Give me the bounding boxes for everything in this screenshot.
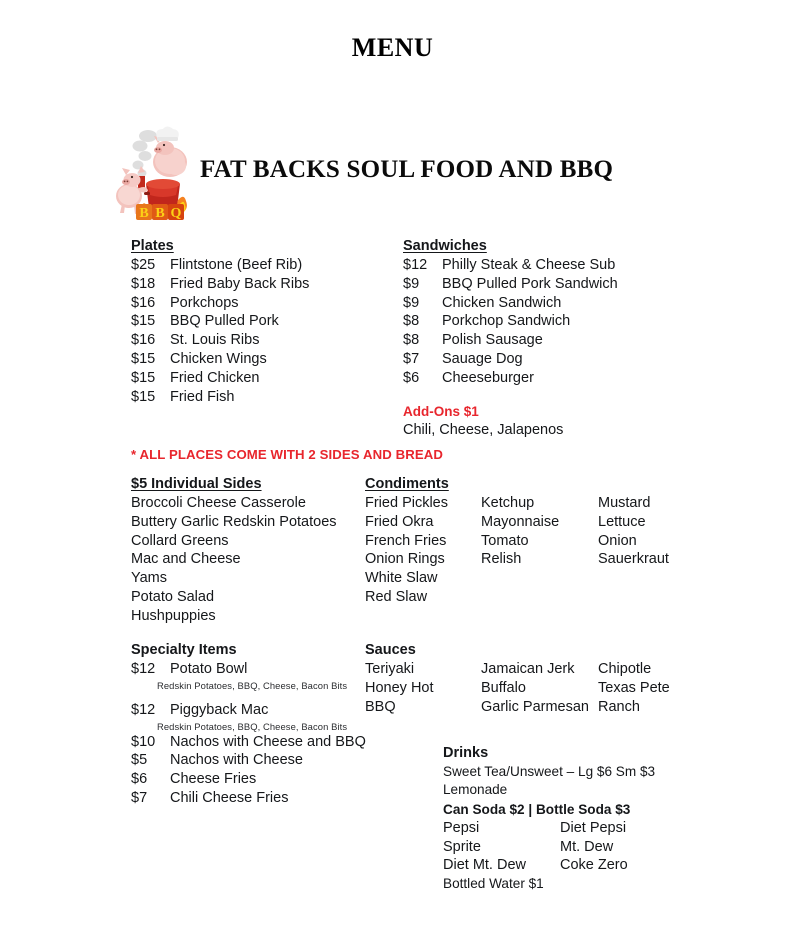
restaurant-name: FAT BACKS SOUL FOOD AND BBQ xyxy=(200,156,614,183)
item-name: Nachos with Cheese xyxy=(170,752,303,769)
list-item xyxy=(131,256,381,275)
item-price: $7 xyxy=(403,350,420,367)
list-item xyxy=(131,275,381,294)
sauces-section xyxy=(365,642,685,716)
list-item: Mac and Cheese xyxy=(131,551,241,568)
list-item xyxy=(131,312,381,331)
list-item: Ranch xyxy=(598,698,640,715)
list-item xyxy=(131,701,381,720)
svg-text:B: B xyxy=(139,206,149,221)
soda-pricing-heading: Can Soda $2 | Bottle Soda $3 xyxy=(443,801,631,817)
list-item xyxy=(131,388,381,407)
item-price: $9 xyxy=(403,294,420,311)
list-item: Mayonnaise xyxy=(481,513,560,530)
item-price: $15 xyxy=(131,350,156,367)
sandwiches-heading: Sandwiches xyxy=(403,238,487,254)
list-item xyxy=(131,733,381,752)
item-name: Potato Bowl xyxy=(170,661,248,677)
item-price: $7 xyxy=(131,789,148,806)
svg-text:B: B xyxy=(155,206,165,221)
item-name: Philly Steak & Cheese Sub xyxy=(442,257,616,273)
list-item xyxy=(131,369,381,388)
item-name: Nachos with Cheese and BBQ xyxy=(170,733,366,750)
drinks-heading: Drinks xyxy=(443,745,489,761)
item-name: Fried Baby Back Ribs xyxy=(170,275,310,292)
condiments-heading: Condiments xyxy=(365,476,449,492)
item-price: $15 xyxy=(131,369,156,386)
lemonade-line: Lemonade xyxy=(443,782,508,798)
list-item xyxy=(403,369,683,388)
list-item: Mustard xyxy=(598,495,651,511)
item-name: Piggyback Mac xyxy=(170,701,269,718)
sauces-column-2 xyxy=(481,660,598,716)
bottled-water-line: Bottled Water $1 xyxy=(443,876,544,892)
list-item: Tomato xyxy=(481,532,529,549)
sides-heading: $5 Individual Sides xyxy=(131,476,262,492)
item-name: Chicken Wings xyxy=(170,350,267,367)
page-title: MENU xyxy=(351,33,434,62)
spacer xyxy=(131,692,381,701)
list-item: BBQ xyxy=(365,698,396,715)
plates-section xyxy=(131,238,381,406)
item-price: $8 xyxy=(403,332,420,349)
individual-sides-section xyxy=(131,476,361,626)
list-item: French Fries xyxy=(365,532,447,549)
item-name: Fried Chicken xyxy=(170,369,260,386)
list-item: Ketchup xyxy=(481,495,535,511)
item-description: Redskin Potatoes, BBQ, Cheese, Bacon Bits xyxy=(157,679,348,691)
item-price: $8 xyxy=(403,313,420,330)
sauces-column-3 xyxy=(598,660,670,716)
item-price: $9 xyxy=(403,275,420,292)
list-item: Diet Pepsi xyxy=(560,819,627,836)
plates-list xyxy=(131,256,381,406)
list-item: Texas Pete xyxy=(598,679,670,696)
item-name: Chicken Sandwich xyxy=(442,294,562,311)
item-name: Sauage Dog xyxy=(442,350,523,367)
item-name: BBQ Pulled Pork Sandwich xyxy=(442,275,618,292)
item-name: BBQ Pulled Pork xyxy=(170,313,279,330)
list-item: Onion xyxy=(598,532,637,549)
list-item: Teriyaki xyxy=(365,661,415,677)
item-name: Chili Cheese Fries xyxy=(170,789,289,806)
list-item: Coke Zero xyxy=(560,857,628,874)
list-item xyxy=(131,660,381,679)
list-item: Diet Mt. Dew xyxy=(443,857,526,874)
list-item: Red Slaw xyxy=(365,588,428,605)
specialty-list xyxy=(131,660,381,808)
item-price: $16 xyxy=(131,294,156,311)
item-price: $15 xyxy=(131,313,156,330)
item-price: $6 xyxy=(131,771,148,788)
list-item: Collard Greens xyxy=(131,532,229,549)
list-item xyxy=(403,331,683,350)
list-item xyxy=(131,789,381,808)
sides-list xyxy=(131,494,361,626)
list-item xyxy=(131,294,381,313)
item-description: Redskin Potatoes, BBQ, Cheese, Bacon Bits xyxy=(157,720,348,732)
list-item: Yams xyxy=(131,570,167,587)
item-price: $12 xyxy=(131,701,156,718)
list-item: Chipotle xyxy=(598,661,652,677)
list-item xyxy=(403,256,683,275)
list-item xyxy=(403,350,683,369)
condiments-column-3 xyxy=(598,494,669,607)
sauces-heading: Sauces xyxy=(365,642,416,658)
item-name: Porkchops xyxy=(170,294,239,311)
list-item: Fried Okra xyxy=(365,513,434,530)
tea-line: Sweet Tea/Unsweet – Lg $6 Sm $3 xyxy=(443,764,656,779)
item-name: Porkchop Sandwich xyxy=(442,313,571,330)
item-name: Cheeseburger xyxy=(442,369,534,386)
sauces-columns xyxy=(365,660,685,716)
list-item xyxy=(131,331,381,350)
item-name: Fried Fish xyxy=(170,388,235,405)
item-price: $12 xyxy=(131,661,156,677)
item-name: Flintstone (Beef Rib) xyxy=(170,257,303,273)
item-price: $25 xyxy=(131,257,156,273)
list-item: Broccoli Cheese Casserole xyxy=(131,495,306,511)
list-item: White Slaw xyxy=(365,570,438,587)
condiments-column-1 xyxy=(365,494,481,607)
list-item: Buffalo xyxy=(481,679,526,696)
sandwiches-list xyxy=(403,256,683,388)
specialty-heading: Specialty Items xyxy=(131,642,237,658)
list-item xyxy=(131,350,381,369)
list-item: Buttery Garlic Redskin Potatoes xyxy=(131,513,337,530)
add-ons-heading: Add-Ons $1 xyxy=(403,404,479,419)
list-item: Relish xyxy=(481,551,522,568)
soda-columns xyxy=(443,819,743,875)
list-item xyxy=(131,751,381,770)
list-item: Sprite xyxy=(443,838,481,855)
bbq-pigs-grill-logo-icon xyxy=(108,126,194,224)
condiments-columns xyxy=(365,494,685,607)
add-ons-section xyxy=(403,403,683,440)
list-item: Sauerkraut xyxy=(598,551,669,568)
sandwiches-section xyxy=(403,238,683,388)
item-price: $16 xyxy=(131,332,156,349)
list-item: Honey Hot xyxy=(365,679,434,696)
list-item: Jamaican Jerk xyxy=(481,661,575,677)
soda-column-2 xyxy=(560,819,628,875)
list-item: Potato Salad xyxy=(131,588,215,605)
item-price: $5 xyxy=(131,752,148,769)
list-item: Lettuce xyxy=(598,513,646,530)
item-price: $10 xyxy=(131,733,156,750)
list-item xyxy=(403,312,683,331)
brand-header xyxy=(108,126,708,226)
list-item xyxy=(403,275,683,294)
item-name: Polish Sausage xyxy=(442,332,543,349)
list-item: Pepsi xyxy=(443,819,480,836)
item-name: St. Louis Ribs xyxy=(170,332,260,349)
list-item: Garlic Parmesan xyxy=(481,698,589,715)
add-ons-items: Chili, Cheese, Jalapenos xyxy=(403,422,564,438)
list-item xyxy=(403,294,683,313)
item-price: $6 xyxy=(403,369,420,386)
list-item: Mt. Dew xyxy=(560,838,614,855)
sides-and-bread-disclaimer: * ALL PLACES COME WITH 2 SIDES AND BREAD xyxy=(131,447,443,462)
sauces-column-1 xyxy=(365,660,481,716)
soda-column-1 xyxy=(443,819,560,875)
item-price: $18 xyxy=(131,275,156,292)
plates-heading: Plates xyxy=(131,238,174,254)
item-price: $12 xyxy=(403,257,428,273)
list-item: Hushpuppies xyxy=(131,607,216,624)
svg-text:Q: Q xyxy=(170,206,182,221)
list-item xyxy=(131,770,381,789)
item-name: Cheese Fries xyxy=(170,771,257,788)
condiments-column-2 xyxy=(481,494,598,607)
condiments-section xyxy=(365,476,685,607)
drinks-section xyxy=(443,745,743,894)
item-price: $15 xyxy=(131,388,156,405)
list-item: Onion Rings xyxy=(365,551,445,568)
specialty-items-section xyxy=(131,642,381,808)
list-item: Fried Pickles xyxy=(365,495,448,511)
